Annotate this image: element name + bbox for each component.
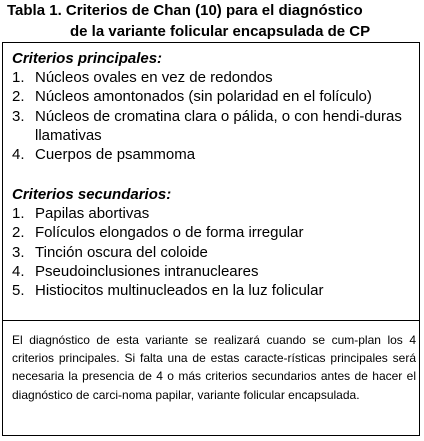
item-number: 1. [12, 69, 25, 87]
list-item [12, 68, 416, 87]
item-text: Papilas abortivas [35, 205, 150, 223]
section-divider [3, 320, 419, 321]
criteria-table [2, 42, 420, 436]
item-number: 3. [12, 107, 25, 125]
item-text: Folículos elongados o de forma irregular [35, 224, 304, 242]
table-title-line-1: Tabla 1. Criterios de Chan (10) para el diagnóstico [7, 2, 363, 19]
item-text: Pseudoinclusiones intranucleares [35, 262, 259, 280]
list-item [12, 145, 416, 164]
item-number: 4. [12, 146, 25, 164]
item-number: 2. [12, 224, 25, 242]
item-number: 1. [12, 205, 25, 223]
item-text: Histiocitos multinucleados en la luz folicular [35, 282, 324, 300]
item-number: 5. [12, 282, 25, 300]
principal-criteria-heading: Criterios principales: [12, 50, 163, 67]
list-item [12, 204, 416, 223]
item-text: Núcleos de cromatina clara o pálida, o con hendi-duras llamativas [35, 107, 402, 144]
list-item [12, 223, 416, 242]
item-text: Núcleos ovales en vez de redondos [35, 69, 273, 87]
item-text: Núcleos amontonados (sin polaridad en el folículo) [35, 88, 372, 106]
item-text: Tinción oscura del coloide [35, 243, 208, 261]
list-item [12, 281, 416, 300]
list-item [12, 87, 416, 106]
secondary-criteria-section [12, 185, 416, 300]
diagnosis-note: El diagnóstico de esta variante se realizará cuando se cum-plan los 4 criterios principales. Si falta una de estas caracte-rísticas principales será necesaria la presencia de 4 o más criterios secundarios antes de hacer el diagnóstico de carci-noma papilar, variante folicular encapsulada. [12, 333, 416, 402]
item-number: 2. [12, 88, 25, 106]
list-item [12, 243, 416, 262]
item-text: Cuerpos de psammoma [35, 146, 196, 164]
principal-criteria-list [12, 68, 416, 164]
principal-criteria-section [12, 49, 416, 164]
list-item [12, 107, 416, 145]
item-number: 4. [12, 262, 25, 280]
table-title-line-2: de la variante folicular encapsulada de CP [70, 23, 371, 40]
table-title [7, 0, 419, 42]
list-item [12, 262, 416, 281]
secondary-criteria-heading: Criterios secundarios: [12, 186, 172, 203]
secondary-criteria-list [12, 204, 416, 300]
item-number: 3. [12, 243, 25, 261]
